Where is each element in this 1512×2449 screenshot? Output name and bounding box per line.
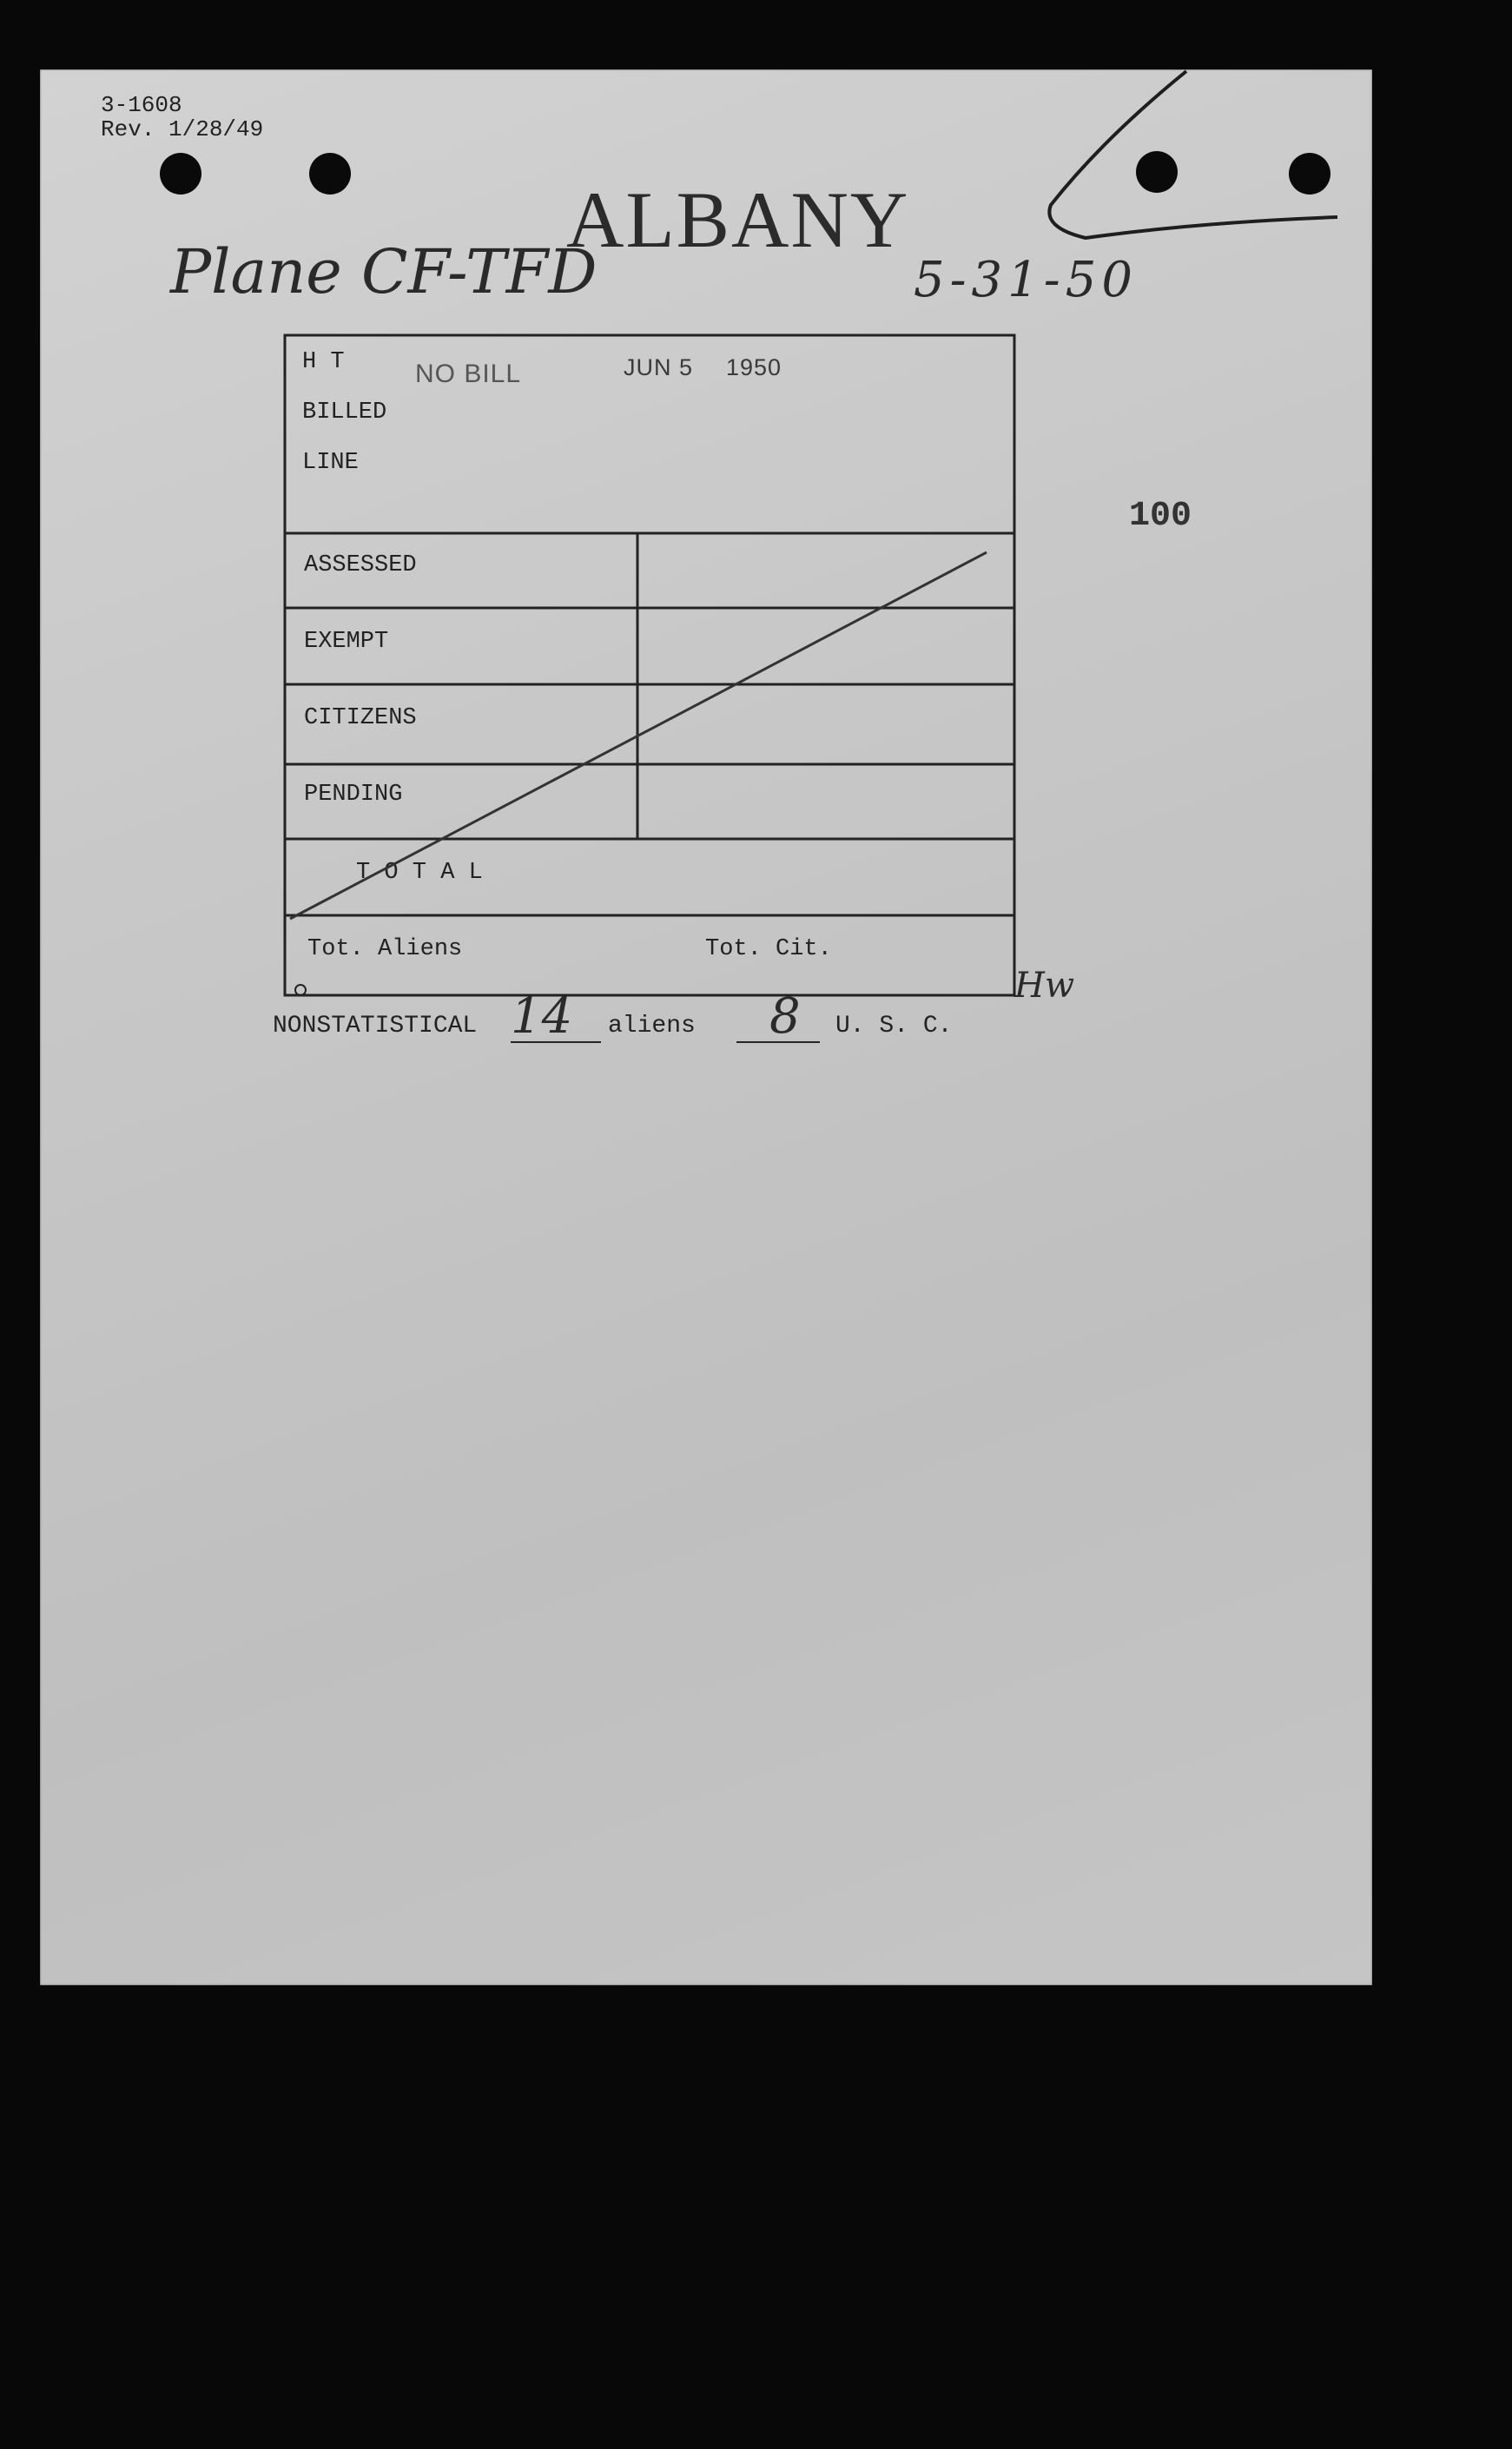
form-box-outline bbox=[285, 335, 1014, 995]
row-citizens: CITIZENS bbox=[304, 705, 417, 731]
handwritten-aliens-count: 14 bbox=[511, 988, 573, 1045]
tot-cit-label: Tot. Cit. bbox=[705, 936, 832, 962]
handwritten-vessel: Plane CF-TFD bbox=[170, 236, 598, 307]
form-revision: Rev. 1/28/49 bbox=[101, 116, 264, 142]
handwritten-date: 5-31-50 bbox=[914, 252, 1138, 308]
aliens-word: aliens bbox=[608, 1013, 696, 1040]
no-bill-stamp: NO BILL bbox=[415, 360, 522, 388]
tot-aliens-label: Tot. Aliens bbox=[307, 936, 463, 962]
row-assessed: ASSESSED bbox=[304, 552, 417, 578]
year-stamp: 1950 bbox=[726, 354, 782, 380]
header-row-line: LINE bbox=[302, 450, 359, 476]
office-title: ALBANY bbox=[566, 175, 910, 264]
nonstatistical-label: NONSTATISTICAL bbox=[273, 1013, 478, 1040]
usc-label: U. S. C. bbox=[835, 1013, 953, 1040]
date-stamp: JUN 5 bbox=[624, 354, 694, 380]
form-number: 3-1608 bbox=[101, 92, 182, 118]
count-stamp: 100 bbox=[1129, 497, 1192, 536]
header-row-ht: H T bbox=[302, 349, 345, 375]
row-exempt: EXEMPT bbox=[304, 629, 389, 655]
row-pending: PENDING bbox=[304, 782, 403, 808]
corner-check-mark bbox=[1049, 71, 1337, 238]
corner-circle-mark bbox=[295, 985, 306, 995]
header-row-billed: BILLED bbox=[302, 399, 387, 426]
handwritten-initials: Hw bbox=[1014, 966, 1075, 1006]
total-label: T O T A L bbox=[356, 860, 483, 886]
handwritten-usc-count: 8 bbox=[769, 988, 801, 1045]
